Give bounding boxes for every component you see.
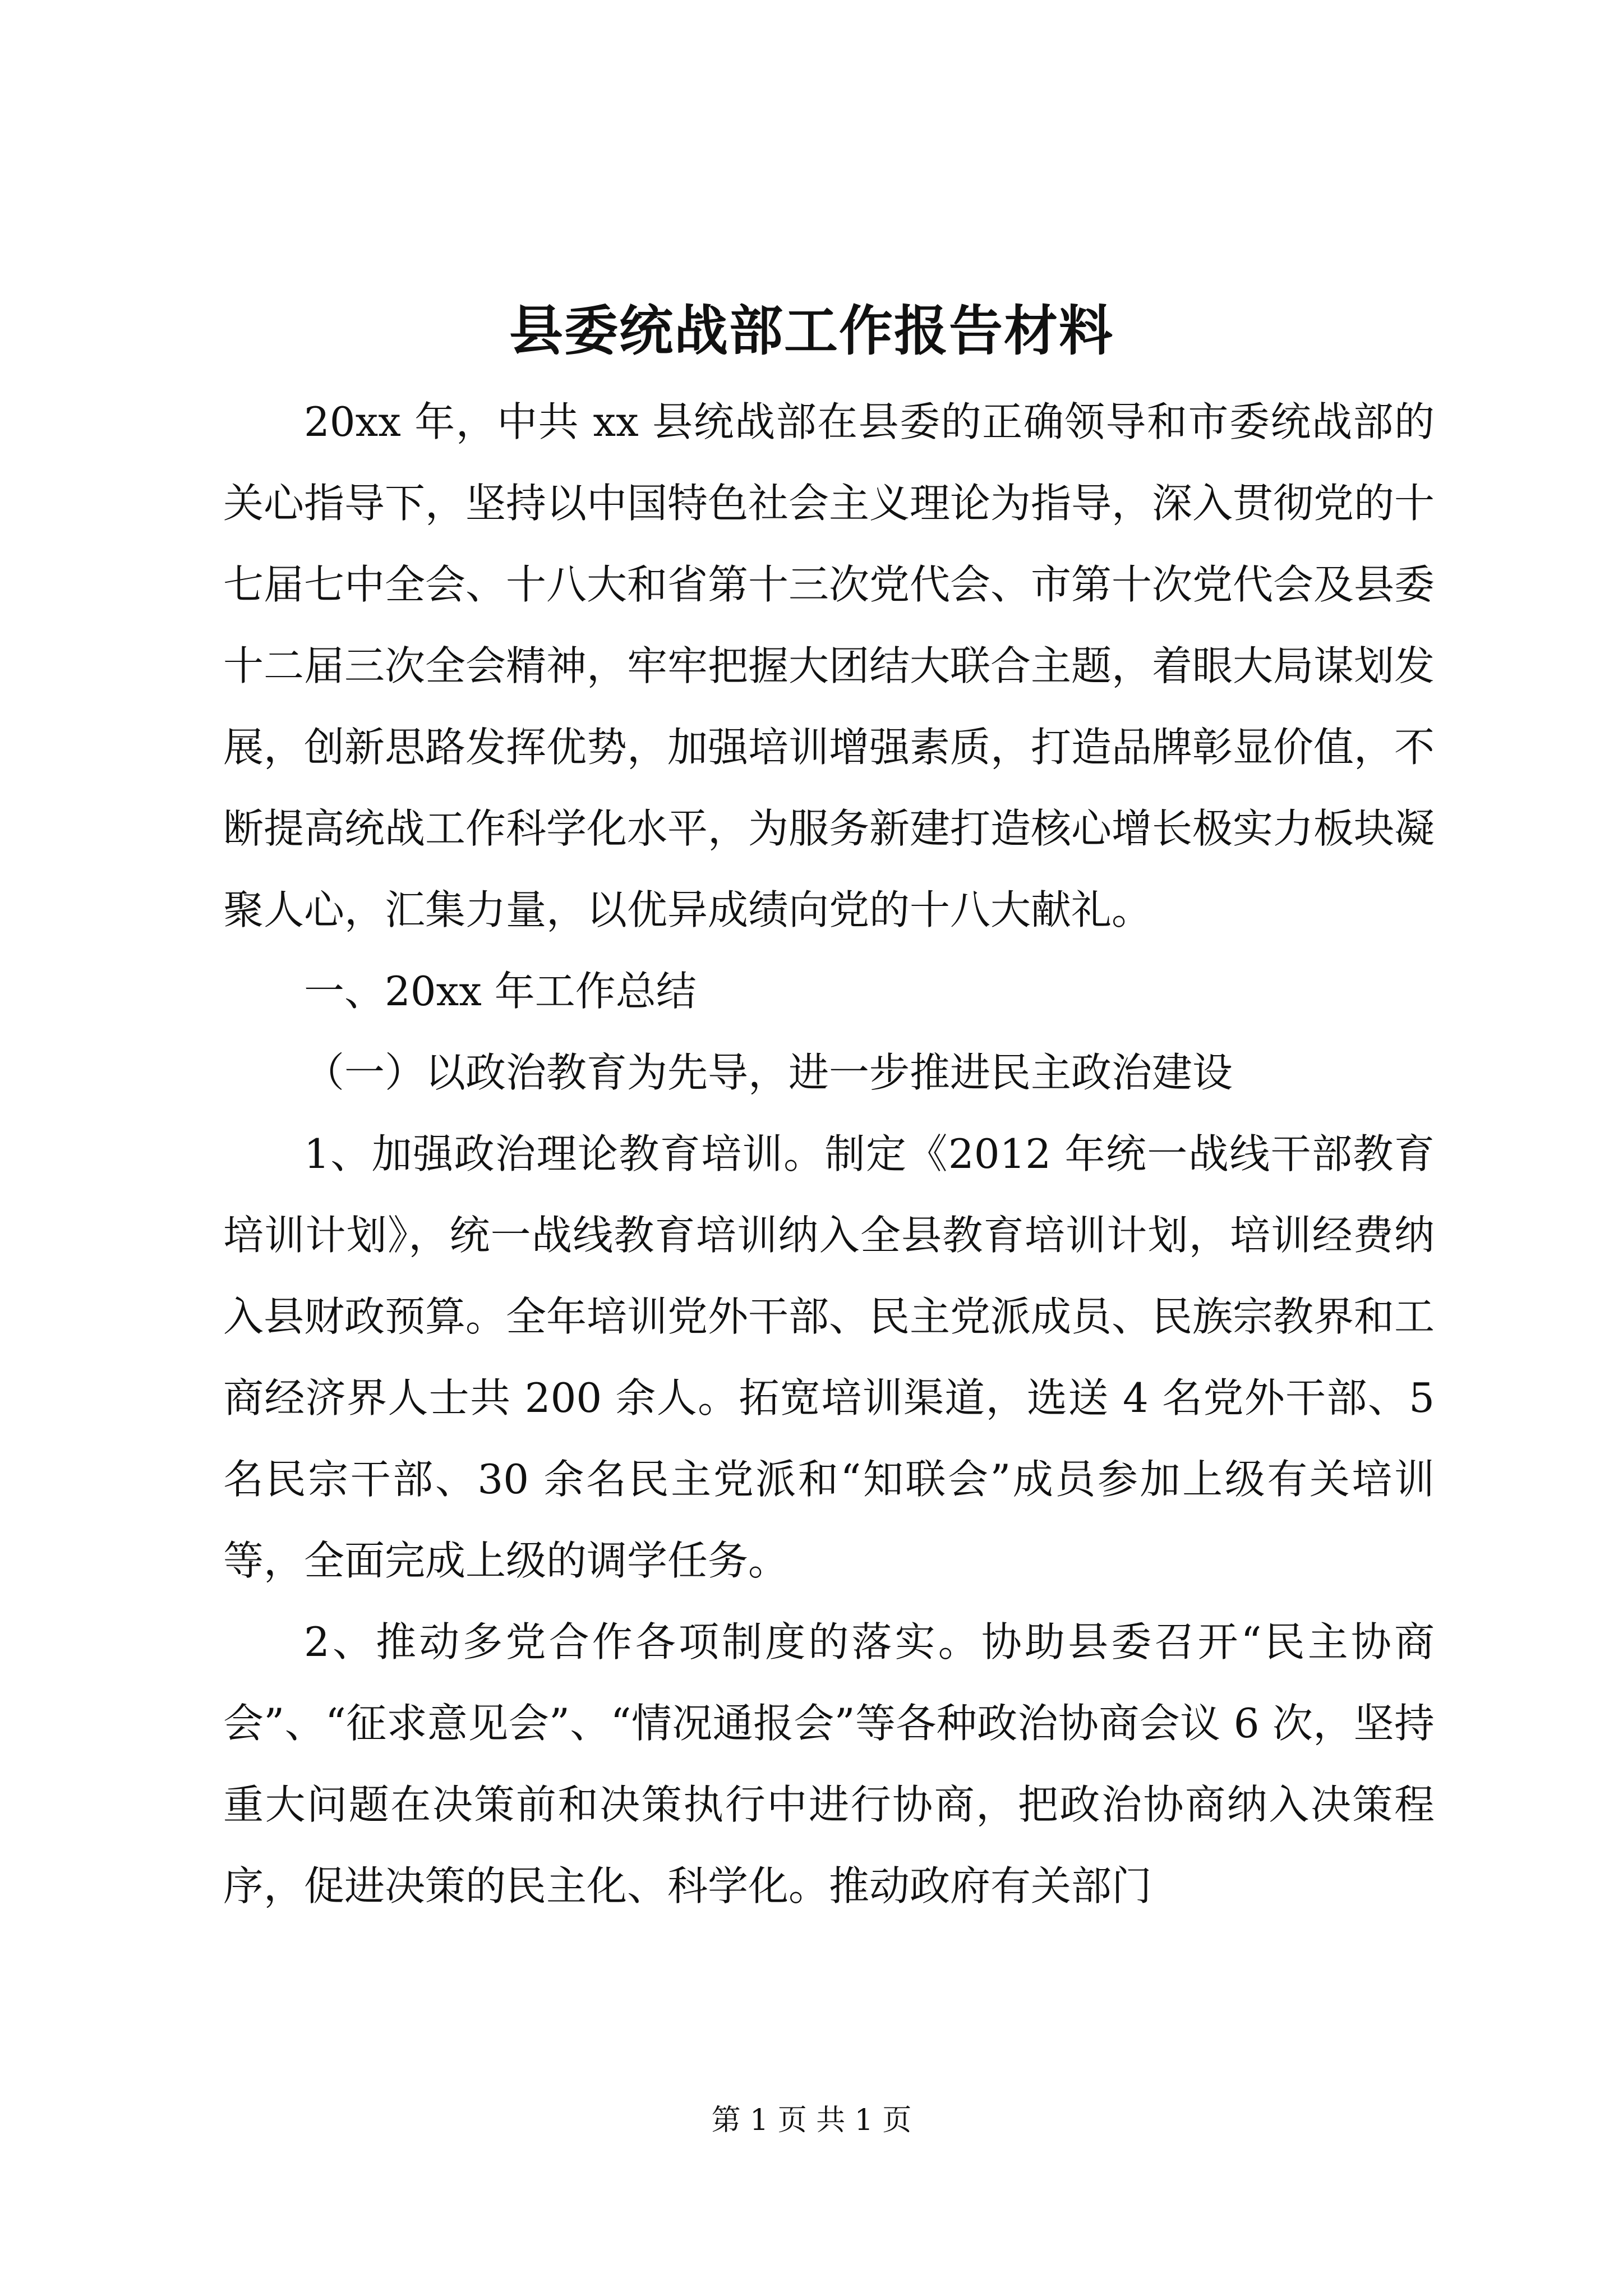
subsection-heading: （一）以政治教育为先导，进一步推进民主政治建设 — [304, 1049, 1233, 1096]
section-heading: 一、20xx 年工作总结 — [304, 968, 697, 1015]
body-paragraph-training: 1、加强政治理论教育培训。制定《2012 年统一战线干部教育培训计划》，统一战线教育培训纳入全县教育培训计划，培训经费纳入县财政预算。全年培训党外干部、民主党派成员、民族宗教界和工商经济界人士共 200 余人。拓宽培训渠道，选送 4 名党外干部、5 名民宗干部、30 余名民主党派和“知联会”成员参加上级有关培训等，全面完成上级的调学任务。 — [223, 1130, 1435, 1584]
body-paragraph-cooperation: 2、推动多党合作各项制度的落实。协助县委召开“民主协商会”、“征求意见会”、“情况通报会”等各种政治协商会议 6 次，坚持重大问题在决策前和决策执行中进行协商，把政治协商纳入决策程序，促进决策的民主化、科学化。推动政府有关部门 — [223, 1618, 1435, 1910]
intro-paragraph: 20xx 年，中共 xx 县统战部在县委的正确领导和市委统战部的关心指导下，坚持以中国特色社会主义理论为指导，深入贯彻党的十七届七中全会、十八大和省第十三次党代会、市第十次党代会及县委十二届三次全会精神，牢牢把握大团结大联合主题，着眼大局谋划发展，创新思路发挥优势，加强培训增强素质，打造品牌彰显价值，不断提高统战工作科学化水平，为服务新建打造核心增长极实力板块凝聚人心，汇集力量，以优异成绩向党的十八大献礼。 — [223, 398, 1435, 933]
page-footer: 第 1 页 共 1 页 — [711, 2104, 912, 2137]
document-title: 县委统战部工作报告材料 — [509, 299, 1114, 362]
document-body — [223, 381, 1435, 1927]
